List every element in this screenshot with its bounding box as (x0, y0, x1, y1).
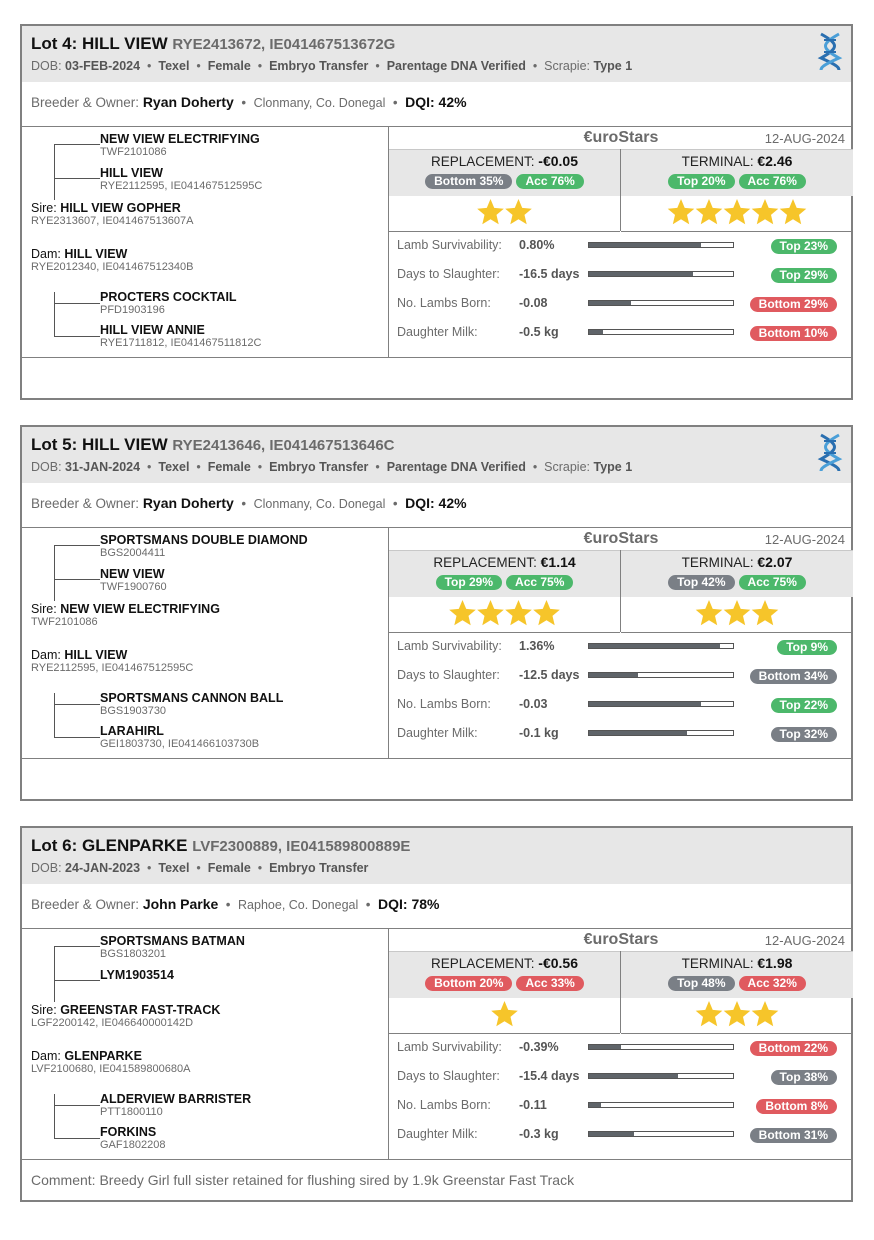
trait-label: Daughter Milk: (397, 1127, 478, 1141)
replacement-index: REPLACEMENT: -€0.56 Bottom 20% Acc 33% (389, 951, 620, 998)
trait-row (389, 719, 853, 747)
trait-value: 0.80% (519, 238, 555, 252)
star-rating (389, 596, 620, 632)
trait-rank-badge: Bottom 34% (750, 669, 837, 684)
pedigree-entry: HILL VIEW ANNIE RYE1711812, IE041467511812C (100, 323, 262, 349)
trait-bar (588, 1131, 734, 1137)
star-rating (621, 195, 853, 231)
trait-rank-badge: Bottom 29% (750, 297, 837, 312)
pedigree-entry: PROCTERS COCKTAIL PFD1903196 (100, 290, 237, 316)
rank-badge: Top 48% (668, 976, 734, 991)
terminal-index: TERMINAL: €1.98 Top 48% Acc 32% (621, 951, 853, 998)
trait-row (389, 632, 853, 660)
breeder-row: Breeder & Owner: John Parke • Raphoe, Co. Donegal • DQI: 78% (22, 884, 851, 929)
trait-label: No. Lambs Born: (397, 296, 491, 310)
pedigree-entry: Dam: HILL VIEW RYE2012340, IE041467512340B (31, 247, 194, 273)
trait-bar-fill (589, 330, 603, 334)
pedigree (22, 127, 389, 357)
trait-bar-fill (589, 1103, 601, 1107)
trait-bar (588, 701, 734, 707)
replacement-index: REPLACEMENT: -€0.05 Bottom 35% Acc 76% (389, 149, 620, 196)
trait-label: No. Lambs Born: (397, 1098, 491, 1112)
pedigree-entry: NEW VIEW TWF1900760 (100, 567, 167, 593)
pedigree-entry: HILL VIEW RYE2112595, IE041467512595C (100, 166, 263, 192)
trait-row (389, 231, 853, 259)
star-icon (752, 1001, 779, 1026)
trait-bar-fill (589, 1045, 621, 1049)
pedigree-entry: Sire: HILL VIEW GOPHER RYE2313607, IE041467513607A (31, 201, 194, 227)
lot-comment: Comment: Breedy Girl full sister retained for flushing sired by 1.9k Greenstar Fast Track (31, 1172, 575, 1188)
star-rating (389, 195, 620, 231)
star-icon (752, 199, 779, 224)
pedigree-entry: SPORTSMANS CANNON BALL BGS1903730 (100, 691, 284, 717)
lot-comment (22, 759, 851, 799)
evaluation-date: 12-AUG-2024 (764, 933, 845, 948)
pedigree-entry: Sire: GREENSTAR FAST-TRACK LGF2200142, IE046640000142D (31, 1003, 221, 1029)
star-icon (752, 600, 779, 625)
trait-bar-fill (589, 1074, 678, 1078)
rank-badge: Bottom 20% (425, 976, 512, 991)
trait-rank-badge: Bottom 8% (756, 1099, 837, 1114)
pedigree-entry: Dam: HILL VIEW RYE2112595, IE041467512595C (31, 648, 194, 674)
trait-label: No. Lambs Born: (397, 697, 491, 711)
trait-rank-badge: Bottom 22% (750, 1041, 837, 1056)
trait-rank-badge: Bottom 10% (750, 326, 837, 341)
pedigree-entry: Sire: NEW VIEW ELECTRIFYING TWF2101086 (31, 602, 220, 628)
dna-verified-icon (817, 32, 843, 72)
eurostars-panel (389, 929, 853, 1159)
trait-value: -0.1 kg (519, 726, 559, 740)
star-icon (449, 600, 476, 625)
lot-title: Lot 6: GLENPARKE LVF2300889, IE041589800889E (31, 836, 411, 855)
trait-value: 1.36% (519, 639, 555, 653)
trait-bar (588, 730, 734, 736)
rank-badge: Bottom 35% (425, 174, 512, 189)
accuracy-badge: Acc 32% (739, 976, 806, 991)
trait-bar (588, 643, 734, 649)
trait-row (389, 260, 853, 288)
accuracy-badge: Acc 75% (506, 575, 573, 590)
trait-row (389, 1120, 853, 1148)
trait-row (389, 690, 853, 718)
evaluation-date: 12-AUG-2024 (764, 532, 845, 547)
trait-row (389, 289, 853, 317)
trait-rank-badge: Top 38% (771, 1070, 837, 1085)
lot-title: Lot 4: HILL VIEW RYE2413672, IE041467513672G (31, 34, 396, 53)
trait-row (389, 1033, 853, 1061)
trait-label: Days to Slaughter: (397, 267, 500, 281)
star-rating (621, 997, 853, 1033)
pedigree-entry: LYM1903514 (100, 968, 174, 982)
trait-bar-fill (589, 731, 687, 735)
star-icon (724, 600, 751, 625)
trait-label: Daughter Milk: (397, 726, 478, 740)
replacement-index: REPLACEMENT: €1.14 Top 29% Acc 75% (389, 550, 620, 597)
pedigree-entry: FORKINS GAF1802208 (100, 1125, 166, 1151)
star-icon (724, 1001, 751, 1026)
breeder-row: Breeder & Owner: Ryan Doherty • Clonmany, Co. Donegal • DQI: 42% (22, 82, 851, 127)
trait-bar-fill (589, 702, 701, 706)
pedigree (22, 929, 389, 1159)
eurostars-panel (389, 127, 853, 357)
trait-value: -0.03 (519, 697, 548, 711)
accuracy-badge: Acc 76% (516, 174, 583, 189)
trait-label: Lamb Survivability: (397, 238, 502, 252)
lot-details: DOB: 24-JAN-2023 • Texel • Female • Embryo Transfer (31, 861, 369, 875)
star-icon (780, 199, 807, 224)
lot-card (20, 826, 853, 1202)
accuracy-badge: Acc 75% (739, 575, 806, 590)
rank-badge: Top 20% (668, 174, 734, 189)
star-icon (696, 600, 723, 625)
trait-bar (588, 242, 734, 248)
trait-value: -0.11 (519, 1098, 547, 1112)
accuracy-badge: Acc 76% (739, 174, 806, 189)
star-icon (505, 199, 532, 224)
pedigree-entry: SPORTSMANS DOUBLE DIAMOND BGS2004411 (100, 533, 308, 559)
pedigree-entry: ALDERVIEW BARRISTER PTT1800110 (100, 1092, 252, 1118)
trait-rank-badge: Top 9% (777, 640, 837, 655)
star-icon (668, 199, 695, 224)
trait-value: -0.39% (519, 1040, 559, 1054)
lot-details: DOB: 31-JAN-2024 • Texel • Female • Embryo Transfer • Parentage DNA Verified • Scrapie: Type 1 (31, 460, 633, 474)
terminal-index: TERMINAL: €2.07 Top 42% Acc 75% (621, 550, 853, 597)
eurostars-title: €uroStars (583, 530, 659, 547)
trait-value: -16.5 days (519, 267, 580, 281)
terminal-index: TERMINAL: €2.46 Top 20% Acc 76% (621, 149, 853, 196)
eurostars-title: €uroStars (583, 129, 659, 146)
trait-bar-fill (589, 1132, 634, 1136)
trait-bar-fill (589, 644, 720, 648)
trait-value: -12.5 days (519, 668, 580, 682)
dna-verified-icon (817, 433, 843, 473)
trait-label: Lamb Survivability: (397, 639, 502, 653)
trait-bar (588, 1102, 734, 1108)
trait-bar (588, 1073, 734, 1079)
trait-label: Days to Slaughter: (397, 1069, 500, 1083)
trait-bar-fill (589, 243, 701, 247)
trait-value: -0.3 kg (519, 1127, 559, 1141)
star-icon (477, 199, 504, 224)
evaluation-date: 12-AUG-2024 (764, 131, 845, 146)
trait-value: -0.5 kg (519, 325, 559, 339)
lot-details: DOB: 03-FEB-2024 • Texel • Female • Embryo Transfer • Parentage DNA Verified • Scrapie: Type 1 (31, 59, 633, 73)
pedigree-entry: LARAHIRL GEI1803730, IE041466103730B (100, 724, 260, 750)
lot-card (20, 24, 853, 400)
star-rating (621, 596, 853, 632)
breeder-row: Breeder & Owner: Ryan Doherty • Clonmany, Co. Donegal • DQI: 42% (22, 483, 851, 528)
pedigree-entry: NEW VIEW ELECTRIFYING TWF2101086 (100, 132, 260, 158)
trait-rank-badge: Top 23% (771, 239, 837, 254)
pedigree-entry: SPORTSMANS BATMAN BGS1803201 (100, 934, 245, 960)
star-rating (389, 997, 620, 1033)
trait-bar-fill (589, 673, 638, 677)
trait-bar (588, 300, 734, 306)
pedigree (22, 528, 389, 758)
star-icon (491, 1001, 518, 1026)
trait-row (389, 661, 853, 689)
trait-rank-badge: Bottom 31% (750, 1128, 837, 1143)
trait-rank-badge: Top 22% (771, 698, 837, 713)
eurostars-title: €uroStars (583, 931, 659, 948)
accuracy-badge: Acc 33% (516, 976, 583, 991)
trait-bar (588, 672, 734, 678)
trait-rank-badge: Top 29% (771, 268, 837, 283)
eurostars-panel (389, 528, 853, 758)
rank-badge: Top 29% (436, 575, 502, 590)
lot-title: Lot 5: HILL VIEW RYE2413646, IE041467513646C (31, 435, 395, 454)
pedigree-entry: Dam: GLENPARKE LVF2100680, IE041589800680A (31, 1049, 191, 1075)
trait-label: Lamb Survivability: (397, 1040, 502, 1054)
star-icon (696, 199, 723, 224)
trait-label: Daughter Milk: (397, 325, 478, 339)
trait-rank-badge: Top 32% (771, 727, 837, 742)
rank-badge: Top 42% (668, 575, 734, 590)
trait-bar (588, 1044, 734, 1050)
star-icon (533, 600, 560, 625)
trait-bar-fill (589, 301, 631, 305)
lot-card (20, 425, 853, 801)
trait-row (389, 318, 853, 346)
lot-comment (22, 358, 851, 398)
trait-bar (588, 329, 734, 335)
trait-bar (588, 271, 734, 277)
trait-row (389, 1091, 853, 1119)
trait-value: -15.4 days (519, 1069, 580, 1083)
star-icon (505, 600, 532, 625)
trait-label: Days to Slaughter: (397, 668, 500, 682)
trait-value: -0.08 (519, 296, 548, 310)
star-icon (477, 600, 504, 625)
trait-row (389, 1062, 853, 1090)
star-icon (696, 1001, 723, 1026)
star-icon (724, 199, 751, 224)
trait-bar-fill (589, 272, 693, 276)
